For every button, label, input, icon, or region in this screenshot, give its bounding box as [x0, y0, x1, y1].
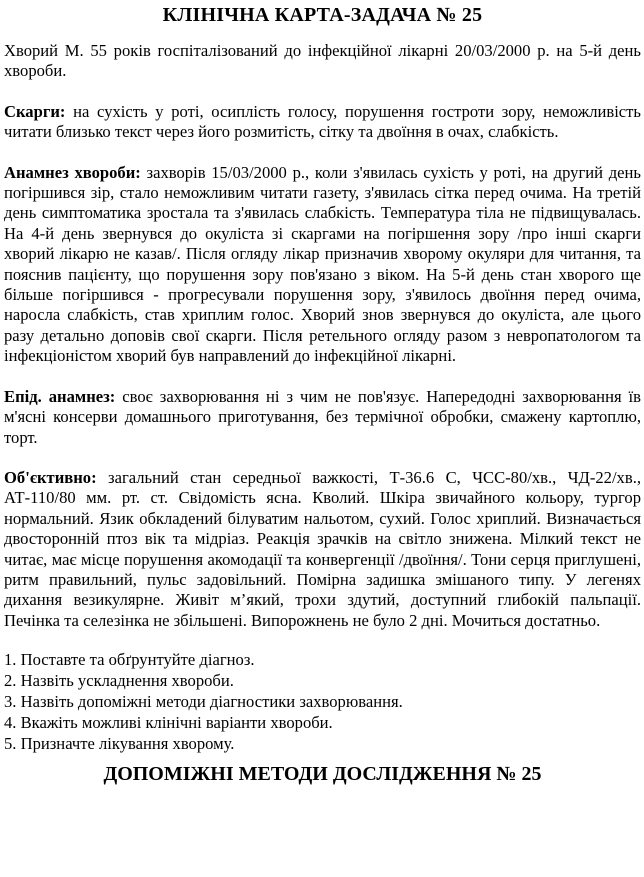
section-title-aux-methods: ДОПОМІЖНІ МЕТОДИ ДОСЛІДЖЕННЯ № 25: [103, 763, 542, 786]
questions-list: [4, 649, 641, 754]
page-title: КЛІНІЧНА КАРТА-ЗАДАЧА № 25: [162, 4, 483, 26]
epid-label: Епід. анамнез:: [4, 386, 116, 406]
history-text: захворів 15/03/2000 р., коли з'явилась сухість у роті, на другий день погіршився зір, стало неможливим читати газету, з'явилась сітка перед очима. На третій день симптоматика зростала та з'явилась слабкість. Температура тіла не підвищувалась. На 4-й день звернувся до окуліста зі скаргами на погіршення зору /про інші скарги хворий лікарю не казав/. Після огляду лікар призначив хворому окуляри для читання, та пояснив пацієнту, що порушення зору пов'язано з віком. На 5-й день стан хворого ще більше погіршився - прогресували порушення зору, з'явилось двоїння перед очима, наросла слабкість, став хриплим голос. Хворий знов звернувся до окуліста, але цього разу детально доповів свої скарги. Після ретельного огляду разом з невропатологом та інфекціоністом хворий був направлений до інфекційної лікарні.: [4, 162, 641, 366]
objective-label: Об'єктивно:: [4, 467, 97, 487]
epid-text: своє захворювання ні з чим не пов'язує. Напередодні захворювання їв м'ясні консерви домашнього приготування, без термічної обробки, смажену картоплю, торт.: [4, 386, 641, 447]
complaints-text: на сухість у роті, осиплість голосу, порушення гостроти зору, неможливість читати близько текст через його розмитість, сітку та двоїння в очах, слабкість.: [4, 101, 641, 142]
question-item: 4. Вкажіть можливі клінічні варіанти хвороби.: [4, 713, 333, 733]
objective-paragraph: [4, 468, 641, 631]
history-label: Анамнез хвороби:: [4, 162, 141, 182]
complaints-label: Скарги:: [4, 101, 66, 121]
objective-text: загальний стан середньої важкості, Т-36.6 С, ЧСС-80/хв., ЧД-22/хв., АТ-110/80 мм. рт. ст. Свідомість ясна. Кволий. Шкіра звичайного кольору, тургор нормальний. Язик обкладений білуватим нальотом, сухий. Голос хриплий. Визначається двосторонній птоз вік та мідріаз. Реакція зрачків на світло знижена. Мілкий текст не читає, має місце порушення акомодації та конвергенції /двоїння/. Тони серця приглушені, ритм правильний, пульс задовільний. Помірна задишка змішаного типу. У легенях дихання везикулярне. Живіт м’який, трохи здутий, доступний глибокій пальпації. Печінка та селезінка не збільшені. Випорожнень не було 2 дні. Мочиться достатньо.: [4, 467, 641, 630]
document-page: [0, 3, 644, 786]
question-item: 1. Поставте та обґрунтуйте діагноз.: [4, 650, 255, 670]
question-item: 5. Призначте лікування хворому.: [4, 734, 235, 754]
question-item: 2. Назвіть ускладнення хвороби.: [4, 671, 234, 691]
history-paragraph: [4, 163, 641, 367]
question-item: 3. Назвіть допоміжні методи діагностики захворювання.: [4, 692, 403, 712]
epid-paragraph: [4, 387, 641, 448]
complaints-paragraph: [4, 102, 641, 143]
intro-paragraph: Хворий М. 55 років госпіталізований до інфекційної лікарні 20/03/2000 р. на 5-й день хвороби.: [4, 41, 641, 81]
